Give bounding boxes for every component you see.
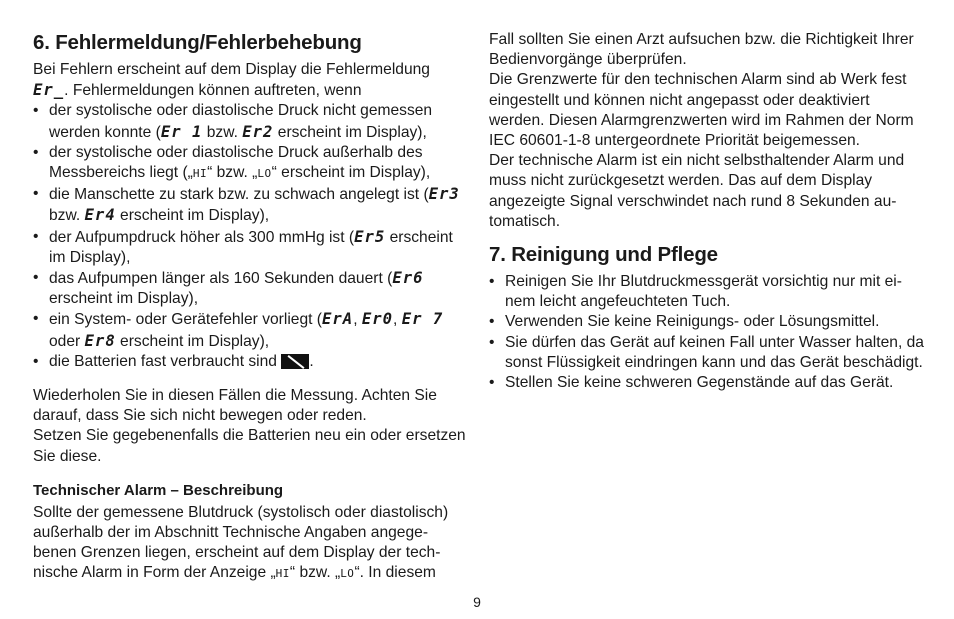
page-number: 9 <box>473 594 481 610</box>
error-code-er0: Er0 <box>361 310 394 329</box>
error-code-er: Er_ <box>33 81 65 100</box>
list-item: • die Manschette zu stark bzw. zu schwach angelegt ist (Er3 bzw. Er4 erscheint im Display), <box>33 184 468 226</box>
error-code-er2: Er2 <box>242 122 274 141</box>
section-6-title: 6. Fehlermeldung/Fehlerbehebung <box>33 31 362 54</box>
battery-text: Setzen Sie gegebenenfalls die Batterien neu ein oder ersetzen Sie diese. <box>33 427 466 465</box>
intro-text <box>33 60 468 101</box>
low-battery-icon <box>281 354 309 369</box>
right-column <box>489 30 924 393</box>
error-code-er7: Er 7 <box>401 310 444 329</box>
error-code-er1: Er 1 <box>160 122 203 141</box>
error-code-er5: Er5 <box>354 227 386 246</box>
technical-alarm-text: Sollte der gemessene Blutdruck (systolisch oder diastolisch) außerhalb der im Abschnitt Technische Angaben angege-benen Grenzen liegen, erscheint auf dem Display der tech-nische Alarm in Form der Anzeige „HI“ bzw. „LO“. In diesem <box>33 503 449 582</box>
list-item: • Verwenden Sie keine Reinigungs- oder Lösungsmittel. <box>489 312 924 332</box>
doctor-advice-text: Fall sollten Sie einen Arzt aufsuchen bzw. die Richtigkeit Ihrer Bedienvorgänge überprüfen. <box>489 31 914 69</box>
error-code-er3: Er3 <box>428 185 460 204</box>
error-code-era: ErA <box>322 310 354 329</box>
error-code-er6: Er6 <box>392 269 424 288</box>
display-lo-symbol: LO <box>257 167 272 181</box>
list-item: • das Aufpumpen länger als 160 Sekunden dauert (Er6 erscheint im Display), <box>33 268 468 309</box>
error-list <box>33 101 468 372</box>
list-item: • ein System- oder Gerätefehler vorliegt (ErA, Er0, Er 7 oder Er8 erscheint im Display), <box>33 309 468 351</box>
cleaning-list <box>489 272 924 393</box>
list-item: • Reinigen Sie Ihr Blutdruckmessgerät vorsichtig nur mit ei-nem leicht angefeuchteten Tuch. <box>489 272 924 312</box>
alarm-limits-text: Die Grenzwerte für den technischen Alarm sind ab Werk fest eingestellt und können nicht angepasst oder deaktiviert werden. Diesen Alarmgrenzwerten wird im Rahmen der Norm IEC 60601-1-8 untergeordnete Priorität beigemessen. <box>489 71 914 150</box>
display-hi-symbol: HI <box>275 567 290 581</box>
left-column <box>33 30 468 585</box>
list-item: • der systolische oder diastolische Druck außerhalb des Messbereichs liegt („HI“ bzw. „LO“ erscheint im Display), <box>33 143 468 184</box>
list-item: • der Aufpumpdruck höher als 300 mmHg ist (Er5 erscheint im Display), <box>33 227 468 268</box>
repeat-measurement-text: Wiederholen Sie in diesen Fällen die Messung. Achten Sie darauf, dass Sie sich nicht bewegen oder reden. <box>33 387 437 425</box>
display-lo-symbol: LO <box>340 567 355 581</box>
list-item: • die Batterien fast verbraucht sind . <box>33 352 468 372</box>
alarm-nonlatching-text: Der technische Alarm ist ein nicht selbsthaltender Alarm und muss nicht zurückgesetzt werden. Das auf dem Display angezeigte Signal verschwindet nach rund 8 Sekunden au-tomatisch. <box>489 152 905 230</box>
section-7-title: 7. Reinigung und Pflege <box>489 243 718 267</box>
error-code-er4: Er4 <box>84 206 116 225</box>
list-item: • Sie dürfen das Gerät auf keinen Fall unter Wasser halten, da sonst Flüssigkeit eindringen kann und das Gerät beschädigt. <box>489 333 924 373</box>
display-hi-symbol: HI <box>192 167 208 181</box>
intro-text-part: . Fehlermeldungen können auftreten, wenn <box>64 82 362 100</box>
technical-alarm-subtitle: Technischer Alarm – Beschreibung <box>33 481 284 499</box>
error-code-er8: Er8 <box>84 331 116 350</box>
list-item: • Stellen Sie keine schweren Gegenstände auf das Gerät. <box>489 373 924 393</box>
list-item: • der systolische oder diastolische Druck nicht gemessen werden konnte (Er 1 bzw. Er2 erscheint im Display), <box>33 101 468 142</box>
intro-text-part: Bei Fehlern erscheint auf dem Display die Fehlermeldung <box>33 61 430 78</box>
